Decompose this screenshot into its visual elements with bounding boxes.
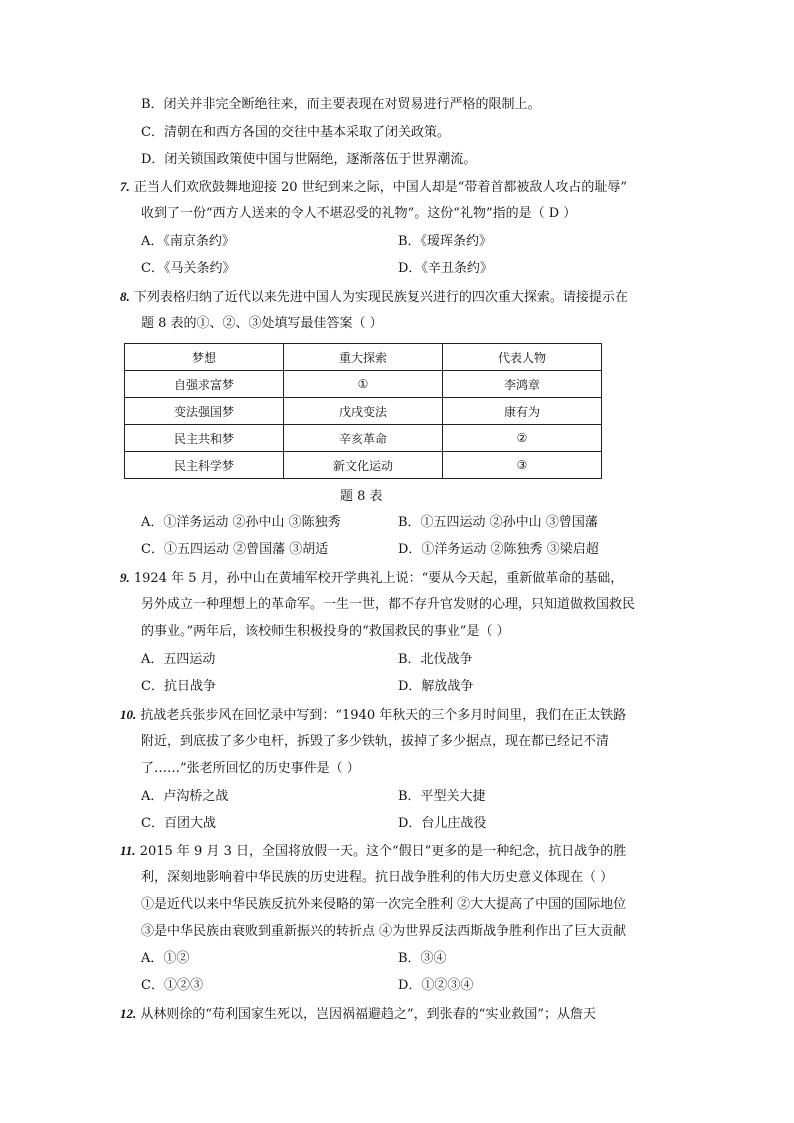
question-8-option-c: C．①五四运动 ②曾国藩 ③胡适 [141, 542, 329, 557]
table-row [125, 398, 602, 425]
question-10-text-1: 抗战老兵张步风在回忆录中写到：“1940 年秋天的三个多月时间里，我们在正太铁路 [140, 708, 627, 723]
question-11-line-1 [120, 842, 626, 861]
question-8-option-d: D．①洋务运动 ②陈独秀 ③梁启超 [398, 542, 599, 557]
question-9-line-3: 的事业。”两年后，该校师生积极投身的“救国救民的事业”是（ ） [141, 624, 510, 639]
table-cell: 李鸿章 [443, 371, 602, 398]
question-8-table [124, 343, 602, 479]
question-10-number: 10. [120, 707, 137, 722]
question-11-line-3: ①是近代以来中华民族反抗外来侵略的第一次完全胜利 ②大大提高了中国的国际地位 [141, 897, 627, 912]
question-8-option-a: A．①洋务运动 ②孙中山 ③陈独秀 [141, 515, 341, 530]
table-cell: 民主科学梦 [125, 452, 284, 479]
question-9-option-c: C．抗日战争 [141, 679, 216, 694]
table-row [125, 425, 602, 452]
table-header-cell: 梦想 [125, 344, 284, 371]
question-11-number: 11. [120, 843, 136, 858]
question-9-text-1: 1924 年 5 月，孙中山在黄埔军校开学典礼上说：“要从今天起，重新做革命的基础， [133, 571, 624, 586]
question-8-option-b: B．①五四运动 ②孙中山 ③曾国藩 [398, 515, 598, 530]
table-row [125, 452, 602, 479]
question-11-line-2: 利，深刻地影响着中华民族的历史进程。抗日战争胜利的伟大历史意义体现在（ ） [141, 870, 614, 885]
table-cell: 民主共和梦 [125, 425, 284, 452]
question-11-option-a: A．①② [141, 951, 190, 966]
question-10-line-3: 了……”张老所回忆的历史事件是（ ） [141, 761, 360, 776]
question-10-option-c: C．百团大战 [141, 816, 216, 831]
question-10-line-1 [120, 706, 626, 725]
table-cell: ① [284, 371, 443, 398]
table-cell: 辛亥革命 [284, 425, 443, 452]
prev-option-c: C．清朝在和西方各国的交往中基本采取了闭关政策。 [141, 125, 450, 140]
question-7-line-2: 收到了一份“西方人送来的令人不堪忍受的礼物”。这份“礼物”指的是（ D ） [141, 206, 577, 221]
prev-option-b: B．闭关并非完全断绝往来，而主要表现在对贸易进行严格的限制上。 [141, 97, 541, 112]
table-cell: 戊戌变法 [284, 398, 443, 425]
question-7-line-1 [120, 178, 627, 197]
table-cell: 新文化运动 [284, 452, 443, 479]
question-11-text-1: 2015 年 9 月 3 日，全国将放假一天。这个“假日”更多的是一种纪念，抗日战争的胜 [139, 844, 627, 859]
question-9-option-b: B．北伐战争 [398, 652, 473, 667]
question-9-line-1 [120, 569, 623, 588]
question-7-option-d: D．《辛丑条约》 [398, 261, 493, 276]
table-cell: ② [443, 425, 602, 452]
question-11-option-c: C．①②③ [141, 978, 203, 993]
table-cell: 康有为 [443, 398, 602, 425]
question-9-option-a: A．五四运动 [141, 652, 216, 667]
table-header-cell: 重大探索 [284, 344, 443, 371]
question-11-line-4: ③是中华民族由衰败到重新振兴的转折点 ④为世界反法西斯战争胜利作出了巨大贡献 [141, 924, 627, 939]
question-12-line-1 [120, 1005, 596, 1024]
question-7-number: 7. [120, 179, 130, 194]
question-9-option-d: D．解放战争 [398, 679, 474, 694]
question-10-option-d: D．台儿庄战役 [398, 816, 487, 831]
question-9-line-2: 另外成立一种理想上的革命军。一生一世，都不存升官发财的心理，只知道做救国救民 [141, 597, 636, 612]
question-8-line-1 [120, 288, 628, 307]
question-8-number: 8. [120, 289, 130, 304]
question-10-option-a: A．卢沟桥之战 [141, 789, 229, 804]
question-12-text-1: 从林则徐的“苟利国家生死以，岂因祸福避趋之”，到张春的“实业救国”；从詹天 [140, 1007, 596, 1022]
prev-option-d: D．闭关锁国政策使中国与世隔绝，逐渐落伍于世界潮流。 [141, 152, 477, 167]
question-7-option-a: A．《南京条约》 [141, 234, 235, 249]
question-8-text-1: 下列表格归纳了近代以来先进中国人为实现民族复兴进行的四次重大探索。请接提示在 [133, 290, 628, 305]
table-row [125, 371, 602, 398]
question-9-number: 9. [120, 570, 130, 585]
question-7-option-c: C．《马关条约》 [141, 261, 236, 276]
question-7-text-1: 正当人们欢欣鼓舞地迎接 20 世纪到来之际，中国人却是“带着首都被敌人攻占的耻辱” [133, 180, 627, 195]
table-header-cell: 代表人物 [443, 344, 602, 371]
table-cell: ③ [443, 452, 602, 479]
question-10-line-2: 附近，到底拔了多少电杆，拆毁了多少铁轨，拔掉了多少据点，现在都已经记不清 [141, 734, 610, 749]
question-8-line-2: 题 8 表的①、②、③处填写最佳答案（ ） [141, 316, 383, 331]
question-11-option-b: B．③④ [398, 951, 447, 966]
question-10-option-b: B．平型关大捷 [398, 789, 486, 804]
table-header-row [125, 344, 602, 371]
table-cell: 变法强国梦 [125, 398, 284, 425]
table-cell: 自强求富梦 [125, 371, 284, 398]
question-11-option-d: D．①②③④ [398, 978, 474, 993]
question-12-number: 12. [120, 1006, 137, 1021]
question-7-option-b: B．《瑷珲条约》 [398, 234, 493, 249]
table-caption: 题 8 表 [340, 489, 383, 504]
